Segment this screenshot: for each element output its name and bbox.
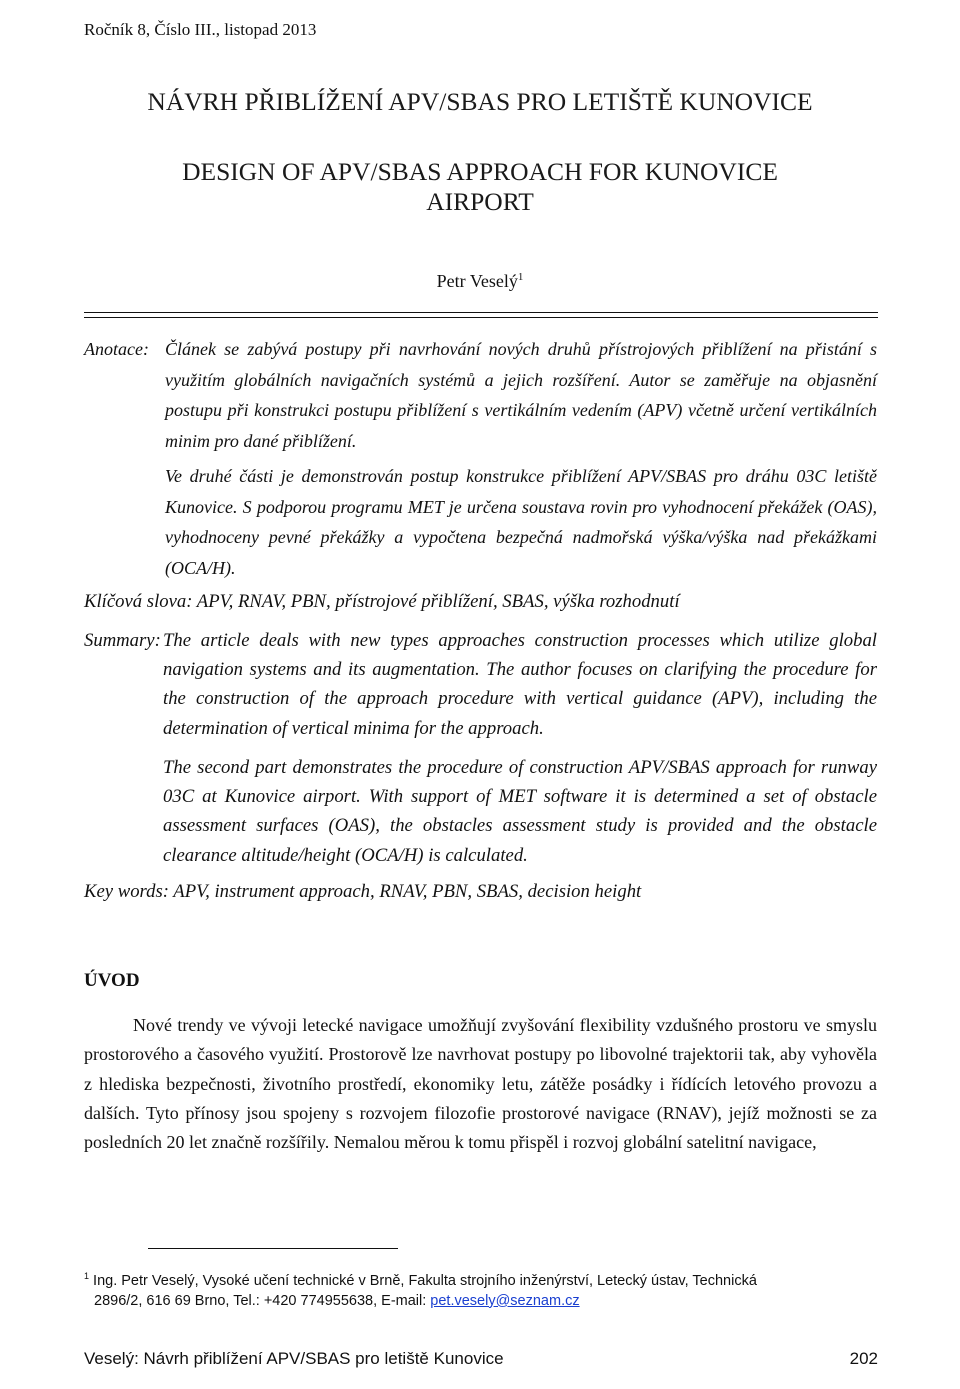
- summary-label: Summary:: [84, 630, 161, 651]
- footnote-line-1: [84, 1266, 884, 1291]
- footnote-separator: [148, 1248, 398, 1249]
- keywords-english: Key words: APV, instrument approach, RNAV, PBN, SBAS, decision height: [84, 881, 642, 902]
- section-heading: ÚVOD: [84, 970, 140, 991]
- section-body-text: Nové trendy ve vývoji letecké navigace umožňují zvyšování flexibility vzdušného prostoru ve smyslu prostorového a časového využití. Prostorově lze navrhovat postupy po libovolné trajektorii tak, aby vyhověla z hlediska bezpečnosti, životního prostředí, ekonomiky letu, zátěže posádky i řídících letového provozu a dalších. Tyto přínosy jsou spojeny s rozvojem filozofie prostorové navigace (RNAV), jejíž možnosti se za posledních 20 let značně rozšířily. Nemalou měrou k tomu přispěl i rozvoj globální satelitní navigace,: [84, 1015, 877, 1153]
- keywords-czech: Klíčová slova: APV, RNAV, PBN, přístrojové přiblížení, SBAS, výška rozhodnutí: [84, 591, 680, 612]
- annotation-paragraph-1: Článek se zabývá postupy při navrhování nových druhů přístrojových přiblížení na přistání s využitím globálních navigačních systémů a jejich rozšíření. Autor se zaměřuje na objasnění postupu při konstrukci postupu přiblížení s vertikálním vedením (APV) včetně určení vertikálních minim pro dané přiblížení.: [165, 339, 877, 451]
- annotation-paragraph-2: Ve druhé části je demonstrován postup konstrukce přiblížení APV/SBAS pro dráhu 03C letiště Kunovice. S podporou programu MET je určena soustava rovin pro vyhodnocení překážek (OAS), vyhodnoceny pevné překážky a vypočtena bezpečná nadmořská výška/výška nad překážkami (OCA/H).: [165, 466, 877, 578]
- divider-line-top: [84, 312, 878, 313]
- title-czech: NÁVRH PŘIBLÍŽENÍ APV/SBAS PRO LETIŠTĚ KUNOVICE: [147, 87, 813, 116]
- annotation-label: Anotace:: [84, 339, 149, 359]
- footer-page-number: 202: [849, 1349, 878, 1368]
- title-english-line1: DESIGN OF APV/SBAS APPROACH FOR KUNOVICE: [182, 157, 778, 186]
- footnote-line-2: [84, 1291, 884, 1311]
- summary-paragraph-1: The article deals with new types approaches construction processes which utilize global navigation systems and its augmentation. The author focuses on clarifying the procedure for the construction of the approach procedure with vertical guidance (APV), including the determination of vertical minima for the approach.: [163, 630, 877, 739]
- footnote-text-2: 2896/2, 616 69 Brno, Tel.: +420 774955638, E-mail:: [94, 1292, 431, 1309]
- author: [0, 271, 960, 292]
- footnote-text-1: Ing. Petr Veselý, Vysoké učení technické v Brně, Fakulta strojního inženýrství, Letecký ústav, Technická: [93, 1272, 757, 1289]
- summary-paragraph-2: The second part demonstrates the procedure of construction APV/SBAS approach for runway 03C at Kunovice airport. With support of MET software it is determined a set of obstacle assessment surfaces (OAS), the obstacles assessment study is provided and the obstacle clearance altitude/height (OCA/H) is calculated.: [163, 757, 877, 866]
- title-english-line2: AIRPORT: [426, 187, 534, 216]
- footer-running-title: Veselý: Návrh přiblížení APV/SBAS pro letiště Kunovice: [84, 1349, 504, 1368]
- footnote: [84, 1266, 884, 1311]
- footnote-mark: 1: [84, 1271, 90, 1281]
- author-name: Petr Veselý: [436, 271, 518, 291]
- journal-issue-line: Ročník 8, Číslo III., listopad 2013: [84, 20, 317, 39]
- footnote-email-link[interactable]: pet.vesely@seznam.cz: [430, 1292, 580, 1309]
- divider-line-bottom: [84, 317, 878, 318]
- author-footnote-mark: 1: [517, 271, 524, 283]
